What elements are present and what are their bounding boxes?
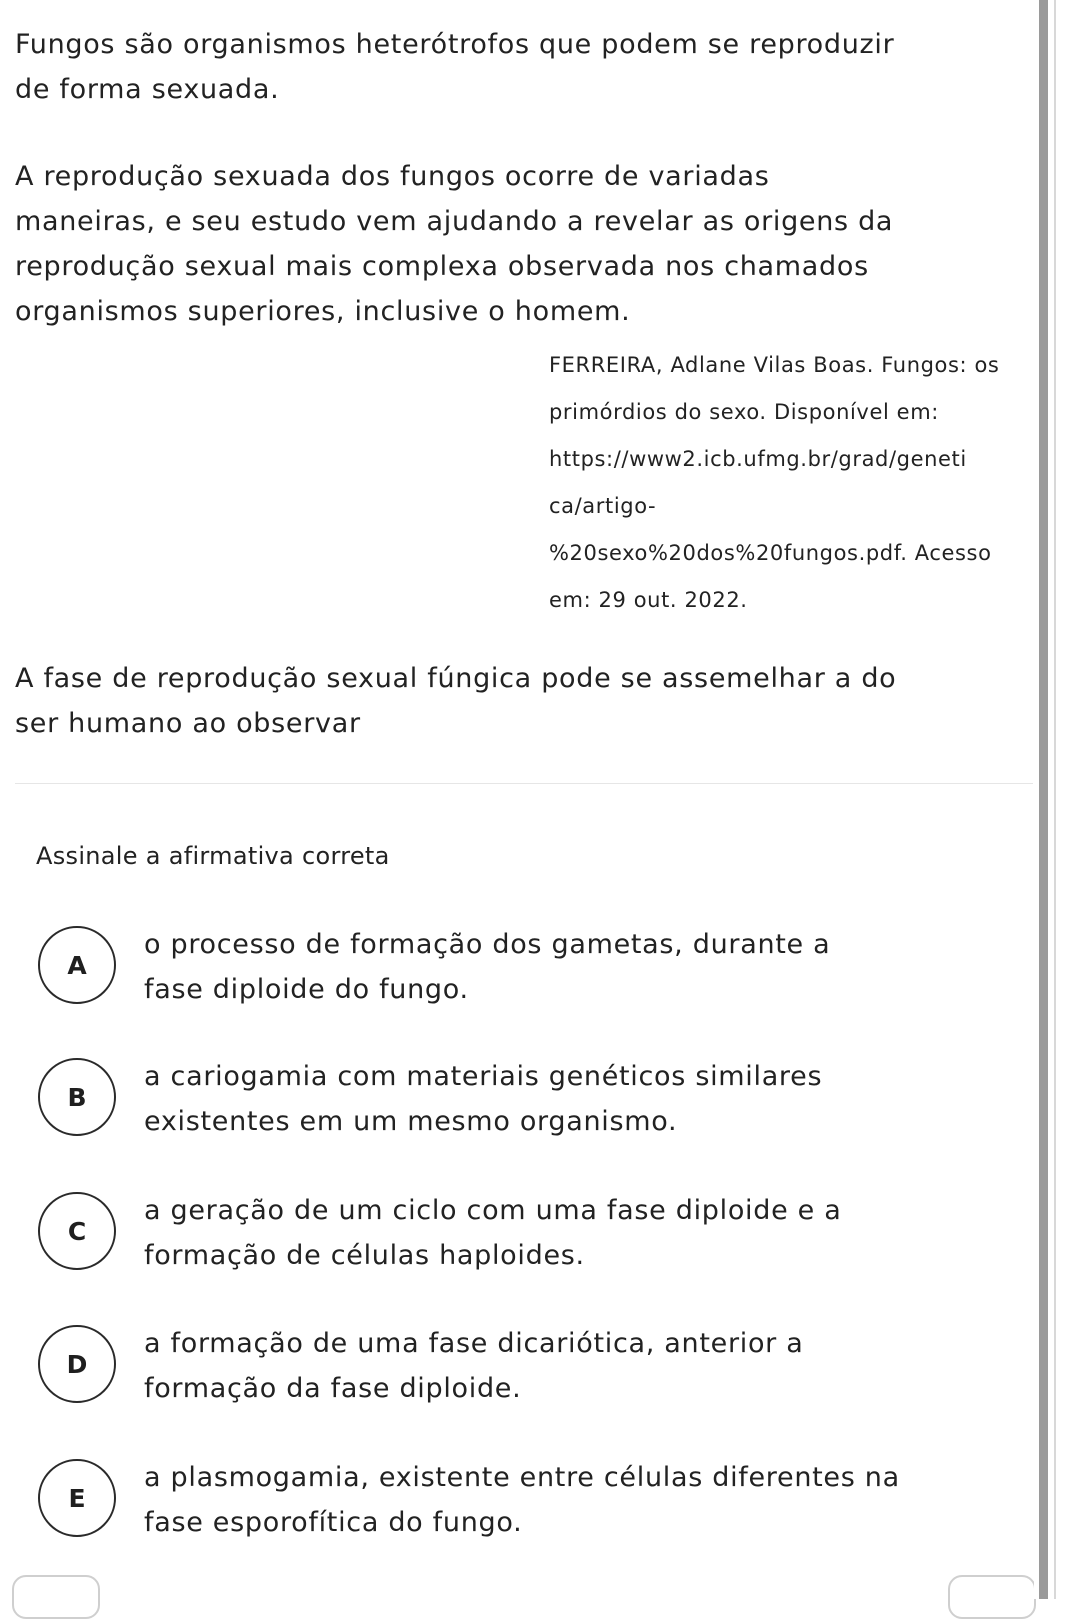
option-e[interactable] <box>38 1455 1008 1565</box>
option-line: formação de células haploides. <box>144 1240 585 1271</box>
paragraph-line: A reprodução sexuada dos fungos ocorre de variadas <box>15 161 770 192</box>
option-line: a formação de uma fase dicariótica, anterior a <box>144 1328 804 1359</box>
citation-line: FERREIRA, Adlane Vilas Boas. Fungos: os <box>549 353 1000 377</box>
option-d[interactable] <box>38 1321 1008 1431</box>
option-c[interactable] <box>38 1188 1008 1298</box>
option-line: existentes em um mesmo organismo. <box>144 1106 678 1137</box>
option-line: a plasmogamia, existente entre células diferentes na <box>144 1462 900 1493</box>
citation-line: em: 29 out. 2022. <box>549 588 748 612</box>
option-line: a cariogamia com materiais genéticos similares <box>144 1061 823 1092</box>
paragraph-line: reprodução sexual mais complexa observada nos chamados <box>15 251 869 282</box>
option-line: o processo de formação dos gametas, durante a <box>144 929 831 960</box>
scrollbar-thumb[interactable] <box>1039 0 1048 1599</box>
instruction-text: Assinale a afirmativa correta <box>36 842 390 870</box>
citation-line: https://www2.icb.ufmg.br/grad/geneti <box>549 447 967 471</box>
paragraph-line: organismos superiores, inclusive o homem. <box>15 296 631 327</box>
option-a[interactable] <box>38 922 1008 1032</box>
option-line: formação da fase diploide. <box>144 1373 522 1404</box>
option-letter-circle[interactable]: E <box>38 1459 116 1537</box>
paragraph-line: de forma sexuada. <box>15 74 280 105</box>
question-paragraph-3 <box>15 656 896 746</box>
citation-line: %20sexo%20dos%20fungos.pdf. Acesso <box>549 541 992 565</box>
option-text[interactable] <box>144 1188 842 1278</box>
option-text[interactable] <box>144 1455 900 1545</box>
citation-line: ca/artigo- <box>549 494 657 518</box>
option-text[interactable] <box>144 922 830 1012</box>
option-letter-circle[interactable]: D <box>38 1325 116 1403</box>
citation-line: primórdios do sexo. Disponível em: <box>549 400 939 424</box>
paragraph-line: A fase de reprodução sexual fúngica pode se assemelhar a do <box>15 663 897 694</box>
paragraph-line: Fungos são organismos heterótrofos que podem se reproduzir <box>15 29 895 60</box>
scrollbar-edge <box>1054 0 1056 1599</box>
bottom-right-button[interactable] <box>948 1575 1036 1619</box>
option-letter-circle[interactable]: A <box>38 926 116 1004</box>
option-letter-circle[interactable]: C <box>38 1192 116 1270</box>
option-b[interactable] <box>38 1054 1008 1164</box>
citation <box>549 342 999 624</box>
option-text[interactable] <box>144 1054 822 1144</box>
bottom-left-button[interactable] <box>12 1575 100 1619</box>
option-line: a geração de um ciclo com uma fase diploide e a <box>144 1195 842 1226</box>
option-letter-circle[interactable]: B <box>38 1058 116 1136</box>
paragraph-line: maneiras, e seu estudo vem ajudando a revelar as origens da <box>15 206 894 237</box>
option-line: fase esporofítica do fungo. <box>144 1507 523 1538</box>
option-text[interactable] <box>144 1321 804 1411</box>
question-paragraph-1 <box>15 22 894 112</box>
question-paragraph-2 <box>15 154 893 334</box>
option-line: fase diploide do fungo. <box>144 974 469 1005</box>
divider <box>15 783 1033 784</box>
paragraph-line: ser humano ao observar <box>15 708 361 739</box>
